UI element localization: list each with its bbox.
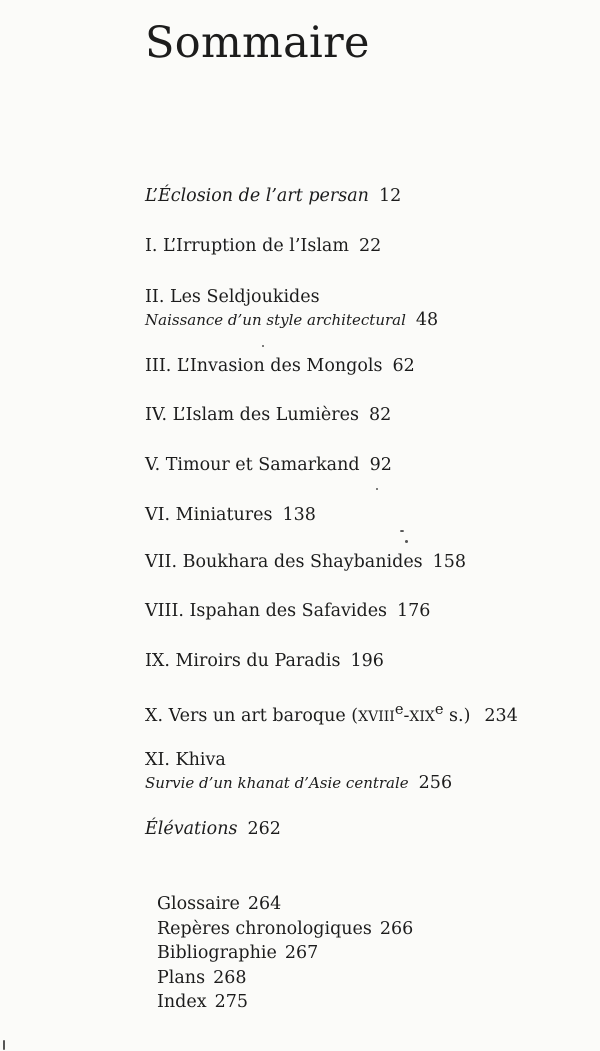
back-matter-list	[157, 892, 413, 1015]
toc-entry-label: L’Éclosion de l’art persan	[145, 186, 369, 206]
page-title: Sommaire	[145, 18, 370, 68]
toc-entry-page: 12	[378, 186, 402, 206]
century-numeral: XVIII	[358, 708, 395, 725]
scan-speck	[405, 540, 408, 543]
toc-entry-label: X. Vers un art baroque (XVIIIe-XIXe s.)	[145, 701, 471, 726]
toc-entry-chapter-6	[145, 503, 316, 527]
toc-entry-chapter-4	[145, 403, 391, 427]
toc-entry-label: IX. Miroirs du Paradis	[145, 651, 341, 671]
toc-entry-page: 22	[358, 236, 382, 256]
century-superscript: e	[394, 701, 404, 718]
toc-entry-page: 138	[282, 505, 316, 525]
toc-entry-chapter-11	[145, 748, 452, 794]
scan-speck	[376, 488, 378, 490]
scan-speck	[262, 345, 264, 347]
back-matter-item: Plans 268	[157, 967, 247, 988]
toc-entry-chapter-7	[145, 550, 466, 574]
toc-entry-chapter-8	[145, 599, 430, 623]
century-superscript: e	[434, 701, 444, 718]
toc-entry-page: 196	[350, 651, 384, 671]
toc-entry-chapter-9	[145, 649, 384, 673]
toc-entry-page: 176	[397, 601, 431, 621]
toc-entry-label: XI. Khiva	[145, 750, 226, 770]
toc-entry-page: 62	[392, 356, 415, 376]
toc-entry-label: V. Timour et Samarkand	[145, 455, 360, 475]
toc-entry-chapter-2	[145, 285, 438, 331]
back-matter-item: Index 275	[157, 992, 249, 1012]
toc-entry-subtitle: Survie d’un khanat d’Asie centrale	[145, 774, 409, 792]
toc-entry-label: VI. Miniatures	[145, 505, 273, 525]
toc-entry-chapter-10	[145, 698, 518, 729]
toc-entry-label: Élévations	[145, 819, 238, 839]
toc-entry-page: 92	[369, 455, 392, 475]
toc-entry-subtitle-row	[145, 772, 452, 794]
back-matter-item: Glossaire 264	[157, 894, 282, 914]
toc-entry-page: 256	[418, 773, 453, 793]
toc-entry-subtitle-row	[145, 309, 438, 331]
toc-entry-chapter-1	[145, 234, 381, 258]
toc-entry-page: 82	[368, 405, 392, 425]
scan-speck	[400, 530, 404, 532]
toc-entry-label: I. L’Irruption de l’Islam	[145, 236, 349, 256]
toc-entry-label: II. Les Seldjoukides	[145, 287, 320, 307]
toc-entry-subtitle: Naissance d’un style architectural	[145, 311, 406, 329]
back-matter-item: Bibliographie 267	[157, 943, 319, 963]
toc-entry-label: IV. L’Islam des Lumières	[145, 405, 359, 425]
toc-entry-page: 262	[247, 819, 281, 839]
toc-entry-chapter-5	[145, 453, 392, 477]
toc-entry-page: 158	[432, 552, 467, 572]
toc-entry-page: 234	[484, 705, 518, 726]
scan-mark	[3, 1040, 5, 1050]
toc-entry-chapter-3	[145, 354, 415, 378]
toc-entry-label: VII. Boukhara des Shaybanides	[145, 552, 423, 572]
toc-entry-page: 48	[415, 310, 439, 330]
toc-entry-label: III. L’Invasion des Mongols	[145, 356, 383, 376]
century-numeral: XIX	[409, 708, 435, 725]
toc-entry-label: VIII. Ispahan des Safavides	[145, 601, 388, 621]
toc-entry-elevations	[145, 817, 281, 841]
back-matter-item: Repères chronologiques 266	[157, 918, 414, 939]
toc-entry-eclosion	[145, 184, 401, 208]
